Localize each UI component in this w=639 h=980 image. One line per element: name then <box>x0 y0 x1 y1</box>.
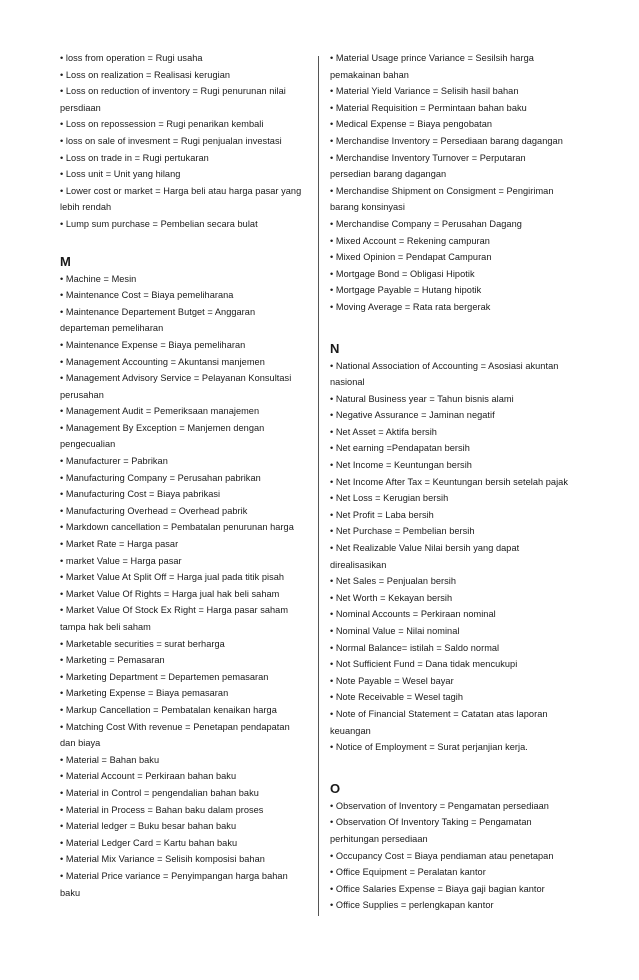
glossary-line: • Notice of Employment = Surat perjanjian kerja. <box>330 742 528 753</box>
glossary-line: • Note Receivable = Wesel tagih <box>330 692 464 703</box>
glossary-line: • market Value = Harga pasar <box>60 555 182 566</box>
glossary-line: • Marketing Department = Departemen pemasaran <box>60 671 269 682</box>
glossary-line: tampa hak beli saham <box>60 622 151 632</box>
glossary-line: • Management Accounting = Akuntansi manjemen <box>60 356 265 367</box>
glossary-line: • Material Requisition = Permintaan bahan baku <box>330 102 527 113</box>
glossary-line: perhitungan persediaan <box>330 833 428 844</box>
glossary-line: • Material in Process = Bahan baku dalam proses <box>60 804 264 815</box>
glossary-line: • Management By Exception = Manjemen dengan <box>60 422 265 433</box>
glossary-line: • Mixed Account = Rekening campuran <box>330 235 490 246</box>
glossary-line: • Merchandise Inventory = Persediaan barang dagangan <box>330 135 563 146</box>
glossary-line: • Merchandise Inventory Turnover = Perputaran <box>330 152 526 163</box>
glossary-line: • Net Loss = Kerugian bersih <box>330 493 449 504</box>
section-heading-o: O <box>330 780 341 796</box>
glossary-line: • Office Supplies = perlengkapan kantor <box>330 900 494 911</box>
glossary-line: • Lump sum purchase = Pembelian secara bulat <box>60 218 258 229</box>
glossary-line: • Net Income = Keuntungan bersih <box>330 460 472 471</box>
glossary-line: • Occupancy Cost = Biaya pendiaman atau penetapan <box>330 850 554 861</box>
glossary-line: perusahan <box>60 389 104 400</box>
glossary-line: • Material ledger = Buku besar bahan baku <box>60 821 237 832</box>
glossary-line: persedian barang dagangan <box>330 169 447 180</box>
glossary-line: • Market Rate = Harga pasar <box>60 539 179 550</box>
glossary-line: • Net Worth = Kekayan bersih <box>330 592 453 603</box>
glossary-line: • Nominal Accounts = Perkiraan nominal <box>330 609 496 620</box>
glossary-line: • Net Realizable Value Nilai bersih yang dapat <box>330 543 520 554</box>
glossary-line: • Net Purchase = Pembelian bersih <box>330 526 475 537</box>
glossary-line: • Loss on trade in = Rugi pertukaran <box>60 152 209 163</box>
glossary-line: • Observation Of Inventory Taking = Pengamatan <box>330 817 532 828</box>
glossary-line: • Loss on realization = Realisasi kerugian <box>60 69 231 80</box>
left-block-1 <box>60 50 310 233</box>
glossary-line: pemakainan bahan <box>330 69 409 80</box>
glossary-line: • Maintenance Expense = Biaya pemeliharan <box>60 339 246 350</box>
glossary-line: • Market Value Of Stock Ex Right = Harga pasar saham <box>60 605 289 616</box>
glossary-line: • Material Usage prince Variance = Sesilsih harga <box>330 53 534 63</box>
section-heading-n: N <box>330 340 340 356</box>
column-divider <box>318 56 319 916</box>
glossary-line: • Market Value Of Rights = Harga jual hak beli saham <box>60 588 280 599</box>
glossary-line: • Manufacturer = Pabrikan <box>60 456 168 467</box>
glossary-line: • Market Value At Split Off = Harga jual pada titik pisah <box>60 572 285 583</box>
glossary-line: • Merchandise Company = Perusahan Dagang <box>330 218 522 229</box>
glossary-line: • Net Sales = Penjualan bersih <box>330 576 457 587</box>
right-block-3 <box>330 798 588 914</box>
glossary-line: • Management Audit = Pemeriksaan manajemen <box>60 406 260 417</box>
glossary-line: lebih rendah <box>60 202 112 213</box>
glossary-line: keuangan <box>330 725 371 736</box>
glossary-line: • Merchandise Shipment on Consigment = Pengiriman <box>330 185 554 196</box>
glossary-line: • Material in Control = pengendalian bahan baku <box>60 787 259 798</box>
glossary-line: • Negative Assurance = Jaminan negatif <box>330 410 495 421</box>
glossary-line: • Net Income After Tax = Keuntungan bersih setelah pajak <box>330 476 568 487</box>
glossary-line: • Markup Cancellation = Pembatalan kenaikan harga <box>60 704 277 715</box>
glossary-line: • Manufacturing Cost = Biaya pabrikasi <box>60 489 221 500</box>
glossary-line: • Manufacturing Company = Perusahan pabrikan <box>60 472 261 483</box>
glossary-line: nasional <box>330 377 365 388</box>
glossary-line: • Material Account = Perkiraan bahan baku <box>60 771 237 782</box>
glossary-line: • Material Mix Variance = Selisih komposisi bahan <box>60 854 265 865</box>
glossary-line: barang konsinyasi <box>330 202 405 213</box>
glossary-line: • Net Asset = Aktifa bersih <box>330 426 437 437</box>
glossary-line: • Material Ledger Card = Kartu bahan baku <box>60 837 238 848</box>
glossary-line: • National Association of Accounting = Asosiasi akuntan <box>330 360 559 371</box>
glossary-line: • Loss on repossession = Rugi penarikan kembali <box>60 119 264 130</box>
glossary-line: pengecualian <box>60 439 116 450</box>
glossary-line: • Marketing = Pemasaran <box>60 655 165 666</box>
glossary-line: • Material Price variance = Penyimpangan harga bahan <box>60 870 288 881</box>
glossary-line: • Marketing Expense = Biaya pemasaran <box>60 688 229 699</box>
glossary-line: • Maintenance Cost = Biaya pemeliharana <box>60 290 234 301</box>
glossary-line: dan biaya <box>60 738 101 749</box>
glossary-line: • Nominal Value = Nilai nominal <box>330 626 460 636</box>
right-column <box>330 50 588 914</box>
glossary-line: • Mixed Opinion = Pendapat Campuran <box>330 252 492 263</box>
left-block-2 <box>60 271 310 902</box>
glossary-line: • Not Sufficient Fund = Dana tidak mencukupi <box>330 659 518 670</box>
glossary-line: direalisasikan <box>330 559 387 570</box>
glossary-line: • Mortgage Bond = Obligasi Hipotik <box>330 268 475 279</box>
glossary-line: persdiaan <box>60 102 101 113</box>
glossary-line: • Maintenance Departement Butget = Anggaran <box>60 306 256 317</box>
glossary-line: • Machine = Mesin <box>60 273 137 284</box>
glossary-line: • Matching Cost With revenue = Penetapan pendapatan <box>60 721 290 732</box>
glossary-line: • Moving Average = Rata rata bergerak <box>330 301 491 312</box>
glossary-line: • Manufacturing Overhead = Overhead pabrik <box>60 505 248 516</box>
glossary-line: • Natural Business year = Tahun bisnis alami <box>330 393 514 404</box>
glossary-line: • Marketable securities = surat berharga <box>60 638 225 649</box>
glossary-line: • Observation of Inventory = Pengamatan persediaan <box>330 800 549 811</box>
section-heading-m: M <box>60 253 71 269</box>
right-block-1 <box>330 50 588 316</box>
left-column <box>60 50 310 901</box>
glossary-line: • Office Salaries Expense = Biaya gaji bagian kantor <box>330 883 545 894</box>
right-block-2 <box>330 358 588 756</box>
glossary-line: • Net Profit = Laba bersih <box>330 509 434 520</box>
glossary-line: • Lower cost or market = Harga beli atau harga pasar yang <box>60 185 302 196</box>
glossary-line: • Office Equipment = Peralatan kantor <box>330 867 486 878</box>
glossary-line: • Normal Balance= istilah = Saldo normal <box>330 642 500 653</box>
glossary-line: • Loss on reduction of inventory = Rugi penurunan nilai <box>60 86 286 97</box>
glossary-line: baku <box>60 887 81 898</box>
glossary-line: • Loss unit = Unit yang hilang <box>60 169 181 180</box>
glossary-line: • Net earning =Pendapatan bersih <box>330 443 470 454</box>
glossary-line: • loss on sale of invesment = Rugi penjualan investasi <box>60 135 282 146</box>
glossary-line: • Medical Expense = Biaya pengobatan <box>330 119 493 130</box>
glossary-line: • Markdown cancellation = Pembatalan penurunan harga <box>60 522 294 533</box>
glossary-line: • loss from operation = Rugi usaha <box>60 53 203 63</box>
glossary-line: • Mortgage Payable = Hutang hipotik <box>330 285 482 296</box>
glossary-line: • Note of Financial Statement = Catatan atas laporan <box>330 708 548 719</box>
glossary-line: • Management Advisory Service = Pelayanan Konsultasi <box>60 373 292 384</box>
glossary-line: • Material Yield Variance = Selisih hasil bahan <box>330 86 519 97</box>
glossary-line: • Material = Bahan baku <box>60 754 160 765</box>
glossary-line: departeman pemeliharan <box>60 323 164 334</box>
glossary-line: • Note Payable = Wesel bayar <box>330 675 454 686</box>
